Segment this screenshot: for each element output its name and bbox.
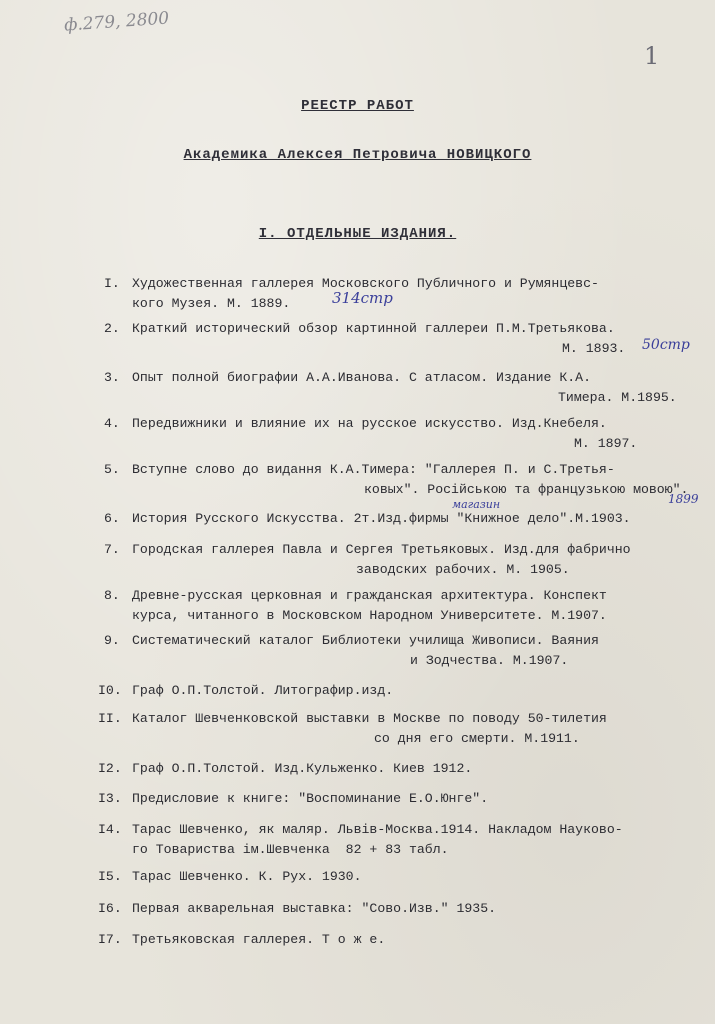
item-number: 8. xyxy=(104,588,120,603)
item-text-continued: со дня его смерти. М.1911. xyxy=(374,731,580,746)
item-number: I4. xyxy=(98,822,122,837)
item-text-continued: кого Музея. М. 1889. xyxy=(132,296,291,311)
archive-note: ф.279, 2800 xyxy=(63,8,170,36)
item-number: I3. xyxy=(98,791,122,806)
item-number: I0. xyxy=(98,683,122,698)
item-text: Художественная галлерея Московского Публичного и Румянцевс- xyxy=(132,276,599,291)
document-title: РЕЕСТР РАБОТ xyxy=(301,98,414,114)
item-text: Граф О.П.Толстой. Изд.Кульженко. Киев 1912. xyxy=(132,761,473,776)
handwritten-note: магазин xyxy=(452,498,501,511)
item-text: История Русского Искусства. 2т.Изд.фирмы "Книжное дело".М.1903. xyxy=(132,511,631,526)
item-number: 9. xyxy=(104,633,120,648)
list-item xyxy=(98,932,386,996)
item-number: I5. xyxy=(98,869,122,884)
item-text: Опыт полной биографии А.А.Иванова. С атласом. Издание К.А. xyxy=(132,370,591,385)
item-text-continued: ковых". Російською та французькою мовою". xyxy=(364,482,689,497)
item-text-continued: го Товариства ім.Шевченка 82 + 83 табл. xyxy=(132,842,449,857)
handwritten-note: 50стр xyxy=(642,337,690,353)
item-text-continued: и Зодчества. М.1907. xyxy=(410,653,569,668)
handwritten-note: 314стр xyxy=(332,289,393,307)
document-subtitle: Академика Алексея Петровича НОВИЦКОГО xyxy=(183,147,532,163)
item-text: Вступне слово до видання К.А.Тимера: "Галлерея П. и С.Третья- xyxy=(132,462,615,477)
item-text-continued: М. 1893. xyxy=(562,341,626,356)
item-number: I6. xyxy=(98,901,122,916)
page-number: 1 xyxy=(644,42,660,70)
item-number: I7. xyxy=(98,932,122,947)
item-text-continued: курса, читанного в Московском Народном Университете. М.1907. xyxy=(132,608,607,623)
section-heading: I. ОТДЕЛЬНЫЕ ИЗДАНИЯ. xyxy=(258,226,457,242)
item-number: 6. xyxy=(104,511,120,526)
item-number: II. xyxy=(98,711,122,726)
item-text: Краткий исторический обзор картинной галлереи П.М.Третьякова. xyxy=(132,321,615,336)
item-text: Предисловие к книге: "Воспоминание Е.О.Юнге". xyxy=(132,791,489,806)
item-text: Первая акварельная выставка: "Сово.Изв." 1935. xyxy=(132,901,497,916)
item-number: 2. xyxy=(104,321,120,336)
item-text: Тарас Шевченко. К. Рух. 1930. xyxy=(132,869,362,884)
handwritten-note: 1899 xyxy=(668,492,699,506)
item-text: Систематический каталог Библиотеки училища Живописи. Ваяния xyxy=(132,633,599,648)
item-number: I. xyxy=(104,276,120,291)
item-text-continued: Тимера. М.1895. xyxy=(558,390,677,405)
item-number: I2. xyxy=(98,761,122,776)
item-number: 5. xyxy=(104,462,120,477)
item-number: 7. xyxy=(104,542,120,557)
item-text: Граф О.П.Толстой. Литографир.изд. xyxy=(132,683,394,698)
item-number: 4. xyxy=(104,416,120,431)
item-text: Каталог Шевченковской выставки в Москве по поводу 50-тилетия xyxy=(132,711,607,726)
item-number: 3. xyxy=(104,370,120,385)
item-text: Городская галлерея Павла и Сергея Третьяковых. Изд.для фабрично xyxy=(132,542,631,557)
item-text: Передвижники и влияние их на русское искусство. Изд.Кнебеля. xyxy=(132,416,607,431)
item-text: Древне-русская церковная и гражданская архитектура. Конспект xyxy=(132,588,607,603)
item-text-continued: заводских рабочих. М. 1905. xyxy=(356,562,570,577)
item-text: Тарас Шевченко, як маляр. Львів-Москва.1914. Накладом Науково- xyxy=(132,822,623,837)
item-text-continued: М. 1897. xyxy=(574,436,638,451)
item-text: Третьяковская галлерея. Т о ж е. xyxy=(132,932,386,947)
